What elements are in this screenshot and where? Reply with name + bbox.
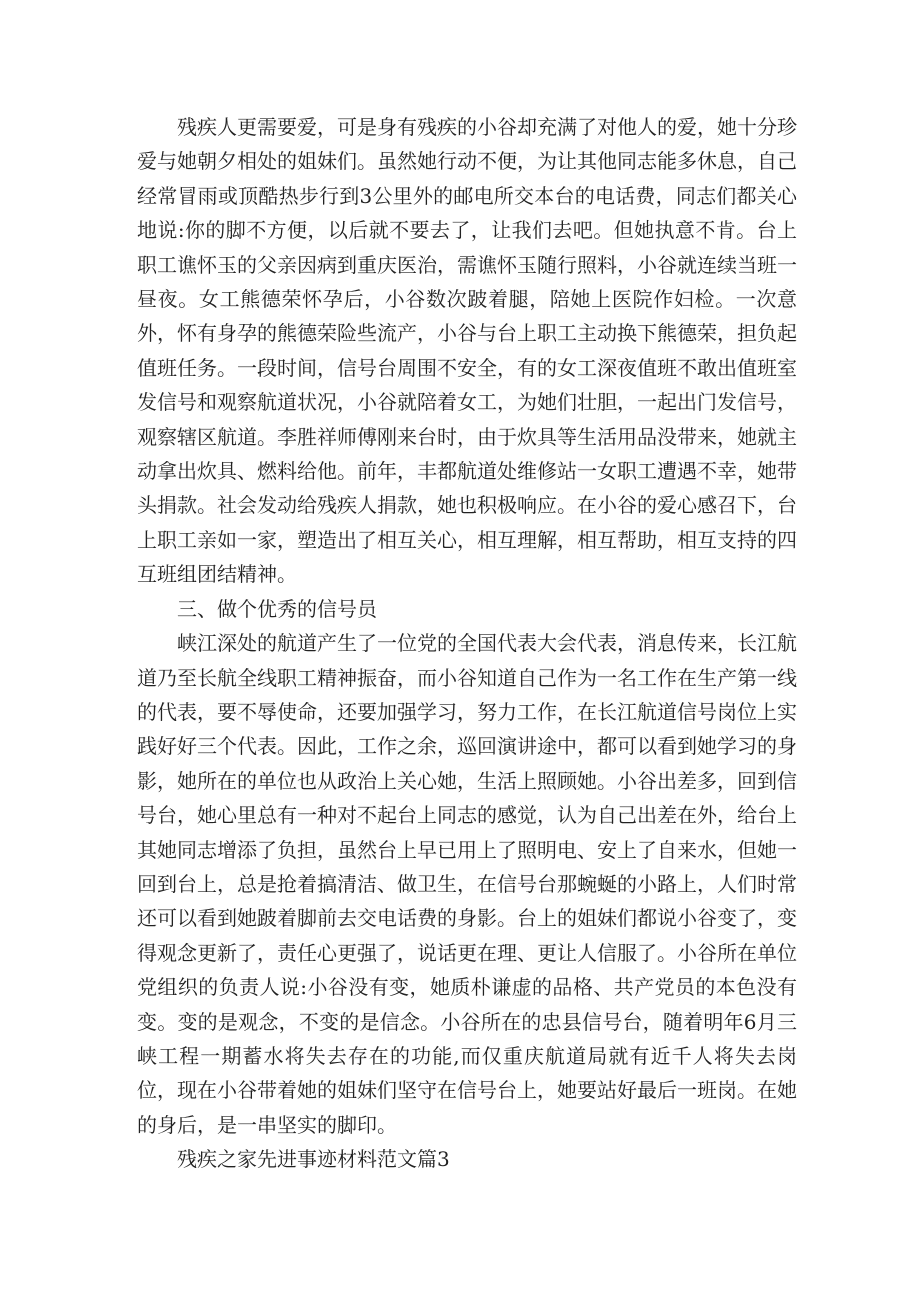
section-heading: 三、做个优秀的信号员 [177, 596, 377, 621]
paragraph-signal-operator: 峡江深处的航道产生了一位党的全国代表大会代表，消息传来，长江航道乃至长航全线职工精神振奋，而小谷知道自己作为一名工作在生产第一线的代表，要不辱使命，还要加强学习，努力工作，在长江航道信号岗位上实践好好三个代表。因此，工作之余，巡回演讲途中，都可以看到她学习的身影，她所在的单位也从政治上关心她，生活上照顾她。小谷出差多，回到信号台，她心里总有一种对不起台上同志的感觉，认为自己出差在外，给台上其她同志增添了负担，虽然台上早已用上了照明电、安上了自来水，但她一回到台上，总是抢着搞清洁、做卫生，在信号台那蜿蜒的小路上，人们时常还可以看到她跛着脚前去交电话费的身影。台上的姐妹们都说小谷变了，变得观念更新了，责任心更强了，说话更在理、更让人信服了。小谷所在单位党组织的负责人说:小谷没有变，她质朴谦虚的品格、共产党员的本色没有变。变的是观念，不变的是信念。小谷所在的忠县信号台，随着明年6月三峡工程一期蓄水将失去存在的功能,而仅重庆航道局就有近千人将失去岗位，现在小谷带着她的姐妹们坚守在信号台上，她要站好最后一班岗。在她的身后，是一串坚实的脚印。 [137, 631, 797, 1137]
article-title: 残疾之家先进事迹材料范文篇3 [177, 1147, 450, 1172]
document-body [137, 110, 797, 1177]
paragraph-love-for-sisters: 残疾人更需要爱，可是身有残疾的小谷却充满了对他人的爱，她十分珍爱与她朝夕相处的姐妹们。虽然她行动不便，为让其他同志能多休息，自己经常冒雨或顶酷热步行到3公里外的邮电所交本台的电话费，同志们都关心地说:你的脚不方便，以后就不要去了，让我们去吧。但她执意不肯。台上职工谯怀玉的父亲因病到重庆医治，需谯怀玉随行照料，小谷就连续当班一昼夜。女工熊德荣怀孕后，小谷数次跛着腿，陪她上医院作妇检。一次意外，怀有身孕的熊德荣险些流产，小谷与台上职工主动换下熊德荣，担负起值班任务。一段时间，信号台周围不安全，有的女工深夜值班不敢出值班室发信号和观察航道状况，小谷就陪着女工，为她们壮胆，一起出门发信号，观察辖区航道。李胜祥师傅刚来台时，由于炊具等生活用品没带来，她就主动拿出炊具、燃料给他。前年，丰都航道处维修站一女职工遭遇不幸，她带头捐款。社会发动给残疾人捐款，她也积极响应。在小谷的爱心感召下，台上职工亲如一家，塑造出了相互关心，相互理解，相互帮助，相互支持的四互班组团结精神。 [137, 115, 797, 587]
